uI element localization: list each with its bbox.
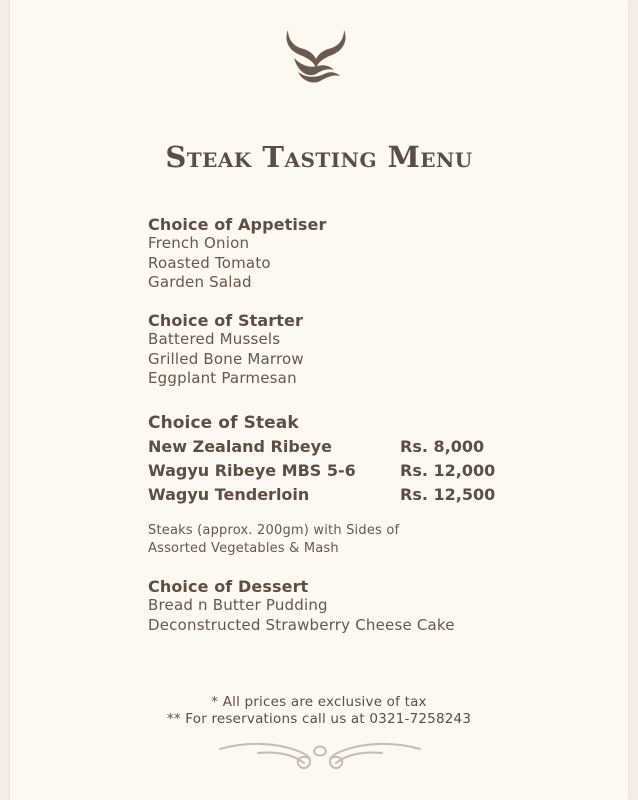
steak-name: Wagyu Ribeye MBS 5-6 [148,461,356,480]
steak-price: Rs. 12,500 [400,485,496,504]
scroll-flourish-icon [218,735,422,775]
steak-section [148,411,548,507]
reservation-note: ** For reservations call us at 0321-7258243 [166,711,472,727]
menu-item: Roasted Tomato [148,253,271,272]
bull-horns-logo-icon [274,22,358,88]
menu-card [10,0,628,800]
steak-row [148,435,548,459]
dessert-section [148,577,548,635]
menu-item: Eggplant Parmesan [148,369,297,387]
starter-heading: Choice of Starter [148,311,303,330]
steak-note-line: Steaks (approx. 200gm) with Sides of [148,523,400,538]
steak-price: Rs. 12,000 [400,461,496,480]
menu-item: Garden Salad [148,273,252,291]
appetiser-section [148,215,548,293]
steak-name: Wagyu Tenderloin [148,485,310,504]
steak-note-line: Assorted Vegetables & Mash [148,541,339,556]
starter-section [148,311,548,389]
steak-name: New Zealand Ribeye [148,437,332,456]
steak-row [148,459,548,483]
steak-row [148,483,548,507]
menu-item: Battered Mussels [148,330,281,348]
menu-item: Bread n Butter Pudding [148,596,328,614]
menu-item: French Onion [148,234,250,252]
appetiser-heading: Choice of Appetiser [148,215,327,234]
steak-heading: Choice of Steak [148,413,299,433]
dessert-heading: Choice of Dessert [148,577,309,596]
menu-title: Steak Tasting Menu [165,140,473,174]
menu-item: Grilled Bone Marrow [148,349,304,368]
tax-note: * All prices are exclusive of tax [211,694,427,710]
steak-note [148,522,548,558]
menu-item: Deconstructed Strawberry Cheese Cake [148,615,455,634]
steak-price: Rs. 8,000 [400,437,485,456]
